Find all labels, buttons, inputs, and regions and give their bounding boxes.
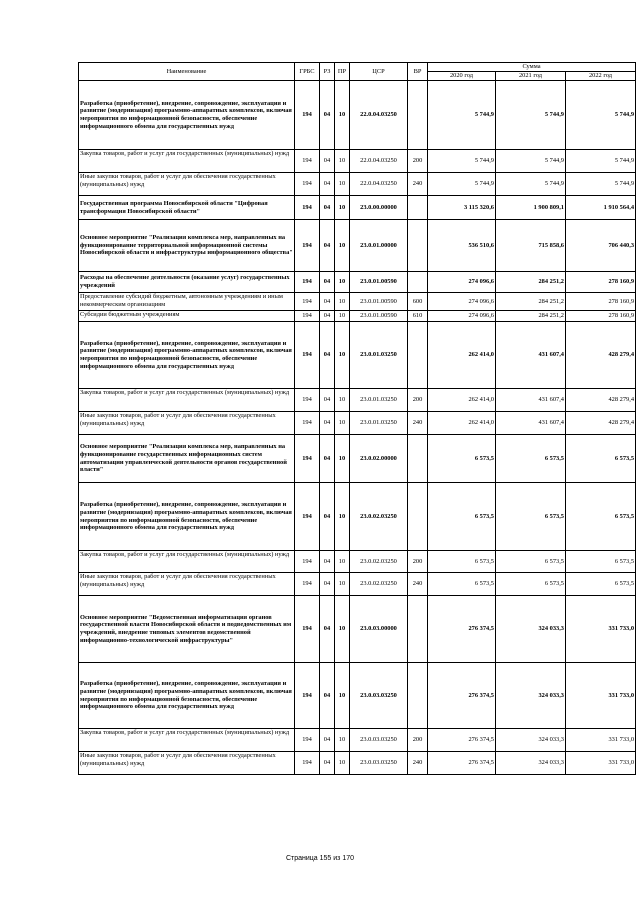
row-value-2021: 6 573,5 [496,573,566,596]
row-value-2020: 262 414,0 [428,389,496,412]
table-row [79,173,636,196]
row-vr [408,220,428,272]
row-pr: 10 [335,173,350,196]
row-csr: 23.0.03.03250 [350,752,408,775]
row-pr: 10 [335,196,350,220]
row-name: Закупка товаров, работ и услуг для государственных (муниципальных) нужд [79,389,295,412]
row-vr: 240 [408,752,428,775]
row-name: Закупка товаров, работ и услуг для государственных (муниципальных) нужд [79,551,295,573]
row-rz: 04 [320,293,335,311]
row-vr [408,322,428,389]
row-rz: 04 [320,551,335,573]
row-value-2021: 431 607,4 [496,389,566,412]
row-csr: 22.0.04.03250 [350,81,408,150]
row-name: Основное мероприятие "Ведомственная информатизация органов государственной власти Новосибирской области и подведомственных им учреждений, внедрение типовых элементов ведомственной информационно-технологической инфраструктуры" [79,596,295,663]
row-value-2020: 276 374,5 [428,596,496,663]
row-rz: 04 [320,389,335,412]
row-value-2022: 331 733,0 [566,752,636,775]
row-name: Государственная программа Новосибирской области "Цифровая трансформация Новосибирской области" [79,196,295,220]
row-rz: 04 [320,220,335,272]
row-pr: 10 [335,311,350,322]
row-value-2022: 428 279,4 [566,389,636,412]
row-rz: 04 [320,573,335,596]
row-csr: 22.0.04.03250 [350,173,408,196]
row-grbs: 194 [295,389,320,412]
header-sum: Сумма [428,63,636,72]
row-grbs: 194 [295,752,320,775]
header-csr: ЦСР [350,63,408,81]
row-name: Расходы на обеспечение деятельности (оказание услуг) государственных учреждений [79,272,295,293]
row-value-2022: 331 733,0 [566,729,636,752]
row-value-2021: 431 607,4 [496,322,566,389]
header-year-2021: 2021 год [496,72,566,81]
row-vr [408,196,428,220]
row-csr: 23.0.03.00000 [350,596,408,663]
row-vr [408,663,428,729]
row-value-2021: 431 607,4 [496,412,566,435]
row-pr: 10 [335,220,350,272]
row-value-2020: 276 374,5 [428,752,496,775]
row-pr: 10 [335,293,350,311]
table-row [79,322,636,389]
row-value-2021: 5 744,9 [496,150,566,173]
header-grbs: ГРБС [295,63,320,81]
table-row [79,311,636,322]
row-csr: 23.0.02.03250 [350,551,408,573]
table-row [79,596,636,663]
row-pr: 10 [335,81,350,150]
table-row [79,551,636,573]
table-row [79,81,636,150]
row-csr: 23.0.00.00000 [350,196,408,220]
row-value-2022: 1 910 564,4 [566,196,636,220]
row-rz: 04 [320,311,335,322]
row-value-2021: 324 033,3 [496,663,566,729]
row-value-2022: 5 744,9 [566,150,636,173]
table-row [79,220,636,272]
row-pr: 10 [335,573,350,596]
row-grbs: 194 [295,729,320,752]
row-csr: 23.0.01.00590 [350,311,408,322]
row-value-2020: 6 573,5 [428,435,496,483]
table-row [79,412,636,435]
table-row [79,196,636,220]
row-vr [408,483,428,551]
row-value-2020: 262 414,0 [428,412,496,435]
header-year-2020: 2020 год [428,72,496,81]
row-pr: 10 [335,435,350,483]
row-grbs: 194 [295,573,320,596]
row-value-2022: 428 279,4 [566,322,636,389]
table-row [79,483,636,551]
row-name: Разработка (приобретение), внедрение, сопровождение, эксплуатация и развитие (модернизация) программно-аппаратных комплексов, включая мероприятия по информационной безопасности, обеспечение информационного обмена для государственных нужд [79,81,295,150]
header-year-2022: 2022 год [566,72,636,81]
row-pr: 10 [335,272,350,293]
row-csr: 23.0.01.00000 [350,220,408,272]
row-csr: 23.0.01.00590 [350,293,408,311]
row-name: Основное мероприятие "Реализация комплекса мер, направленных на функционирование территориальной информационной системы Новосибирской области и инфраструктуры информационного общества" [79,220,295,272]
table-body [79,81,636,775]
row-rz: 04 [320,81,335,150]
row-vr [408,272,428,293]
row-pr: 10 [335,752,350,775]
row-value-2022: 6 573,5 [566,551,636,573]
row-pr: 10 [335,551,350,573]
row-value-2020: 6 573,5 [428,573,496,596]
row-value-2021: 6 573,5 [496,435,566,483]
row-name: Разработка (приобретение), внедрение, сопровождение, эксплуатация и развитие (модернизация) программно-аппаратных комплексов, включая мероприятия по информационной безопасности, обеспечение информационного обмена для государственных нужд [79,322,295,389]
row-value-2022: 706 440,3 [566,220,636,272]
row-value-2020: 274 096,6 [428,293,496,311]
table-row [79,573,636,596]
table-row [79,389,636,412]
row-value-2020: 536 510,6 [428,220,496,272]
row-rz: 04 [320,729,335,752]
row-pr: 10 [335,729,350,752]
row-pr: 10 [335,412,350,435]
row-value-2021: 324 033,3 [496,752,566,775]
row-pr: 10 [335,663,350,729]
header-rz: РЗ [320,63,335,81]
row-value-2021: 284 251,2 [496,293,566,311]
row-value-2020: 5 744,9 [428,81,496,150]
row-vr: 610 [408,311,428,322]
row-vr [408,596,428,663]
row-value-2021: 5 744,9 [496,81,566,150]
row-value-2020: 276 374,5 [428,663,496,729]
row-name: Иные закупки товаров, работ и услуг для обеспечения государственных (муниципальных) нужд [79,573,295,596]
row-value-2021: 715 858,6 [496,220,566,272]
row-vr: 240 [408,173,428,196]
row-csr: 23.0.02.00000 [350,435,408,483]
row-pr: 10 [335,322,350,389]
row-pr: 10 [335,150,350,173]
row-value-2021: 324 033,3 [496,596,566,663]
row-csr: 23.0.01.03250 [350,322,408,389]
row-csr: 23.0.03.03250 [350,729,408,752]
row-value-2020: 6 573,5 [428,483,496,551]
row-csr: 23.0.01.03250 [350,389,408,412]
table-row [79,729,636,752]
row-name: Закупка товаров, работ и услуг для государственных (муниципальных) нужд [79,150,295,173]
row-pr: 10 [335,483,350,551]
row-value-2022: 5 744,9 [566,81,636,150]
row-rz: 04 [320,596,335,663]
row-vr: 200 [408,551,428,573]
row-name: Разработка (приобретение), внедрение, сопровождение, эксплуатация и развитие (модернизация) программно-аппаратных комплексов, включая мероприятия по информационной безопасности, обеспечение информационного обмена для государственных нужд [79,663,295,729]
row-value-2022: 6 573,5 [566,573,636,596]
row-value-2020: 274 096,6 [428,311,496,322]
row-value-2022: 278 160,9 [566,293,636,311]
row-csr: 23.0.02.03250 [350,483,408,551]
row-vr [408,435,428,483]
header-pr: ПР [335,63,350,81]
table-row [79,435,636,483]
row-grbs: 194 [295,663,320,729]
row-grbs: 194 [295,150,320,173]
row-rz: 04 [320,412,335,435]
row-rz: 04 [320,435,335,483]
table-header [79,63,636,81]
row-value-2020: 274 096,6 [428,272,496,293]
row-grbs: 194 [295,173,320,196]
row-rz: 04 [320,272,335,293]
row-value-2022: 278 160,9 [566,311,636,322]
budget-table [78,62,636,775]
row-name: Предоставление субсидий бюджетным, автономным учреждениям и иным некоммерческим организациям [79,293,295,311]
row-grbs: 194 [295,596,320,663]
row-grbs: 194 [295,551,320,573]
row-grbs: 194 [295,293,320,311]
table-row [79,663,636,729]
row-value-2022: 331 733,0 [566,596,636,663]
table-row [79,752,636,775]
row-value-2021: 6 573,5 [496,551,566,573]
row-name: Иные закупки товаров, работ и услуг для обеспечения государственных (муниципальных) нужд [79,752,295,775]
row-value-2022: 331 733,0 [566,663,636,729]
page-number: Страница 155 из 170 [285,855,355,862]
row-grbs: 194 [295,220,320,272]
row-pr: 10 [335,596,350,663]
row-grbs: 194 [295,412,320,435]
row-vr: 200 [408,389,428,412]
row-value-2022: 6 573,5 [566,435,636,483]
row-value-2021: 284 251,2 [496,272,566,293]
row-value-2022: 278 160,9 [566,272,636,293]
row-value-2021: 1 900 809,1 [496,196,566,220]
row-vr: 200 [408,729,428,752]
row-value-2021: 5 744,9 [496,173,566,196]
row-grbs: 194 [295,81,320,150]
row-vr: 240 [408,573,428,596]
row-rz: 04 [320,663,335,729]
row-grbs: 194 [295,311,320,322]
table-row [79,293,636,311]
row-value-2022: 428 279,4 [566,412,636,435]
row-grbs: 194 [295,483,320,551]
row-rz: 04 [320,173,335,196]
row-pr: 10 [335,389,350,412]
row-name: Основное мероприятие "Реализация комплекса мер, направленных на функционирование государственных информационных систем автоматизации управленческой деятельности органов государственной власти" [79,435,295,483]
row-rz: 04 [320,483,335,551]
row-name: Иные закупки товаров, работ и услуг для обеспечения государственных (муниципальных) нужд [79,412,295,435]
header-name: Наименование [79,63,295,81]
row-value-2021: 284 251,2 [496,311,566,322]
row-vr [408,81,428,150]
row-vr: 600 [408,293,428,311]
table-row [79,272,636,293]
table-row [79,150,636,173]
row-csr: 23.0.01.03250 [350,412,408,435]
row-value-2020: 3 115 320,6 [428,196,496,220]
row-value-2020: 276 374,5 [428,729,496,752]
row-value-2021: 324 033,3 [496,729,566,752]
row-csr: 23.0.03.03250 [350,663,408,729]
row-rz: 04 [320,752,335,775]
row-csr: 23.0.01.00590 [350,272,408,293]
row-vr: 240 [408,412,428,435]
row-csr: 23.0.02.03250 [350,573,408,596]
row-vr: 200 [408,150,428,173]
row-value-2020: 262 414,0 [428,322,496,389]
row-value-2020: 6 573,5 [428,551,496,573]
row-grbs: 194 [295,435,320,483]
row-value-2021: 6 573,5 [496,483,566,551]
row-grbs: 194 [295,272,320,293]
row-rz: 04 [320,322,335,389]
row-value-2022: 5 744,9 [566,173,636,196]
row-grbs: 194 [295,196,320,220]
row-name: Субсидии бюджетным учреждениям [79,311,295,322]
row-name: Иные закупки товаров, работ и услуг для обеспечения государственных (муниципальных) нужд [79,173,295,196]
row-value-2022: 6 573,5 [566,483,636,551]
row-rz: 04 [320,196,335,220]
row-csr: 22.0.04.03250 [350,150,408,173]
row-rz: 04 [320,150,335,173]
row-name: Закупка товаров, работ и услуг для государственных (муниципальных) нужд [79,729,295,752]
header-vr: ВР [408,63,428,81]
row-name: Разработка (приобретение), внедрение, сопровождение, эксплуатация и развитие (модернизация) программно-аппаратных комплексов, включая мероприятия по информационной безопасности, обеспечение информационного обмена для государственных нужд [79,483,295,551]
row-grbs: 194 [295,322,320,389]
row-value-2020: 5 744,9 [428,150,496,173]
row-value-2020: 5 744,9 [428,173,496,196]
